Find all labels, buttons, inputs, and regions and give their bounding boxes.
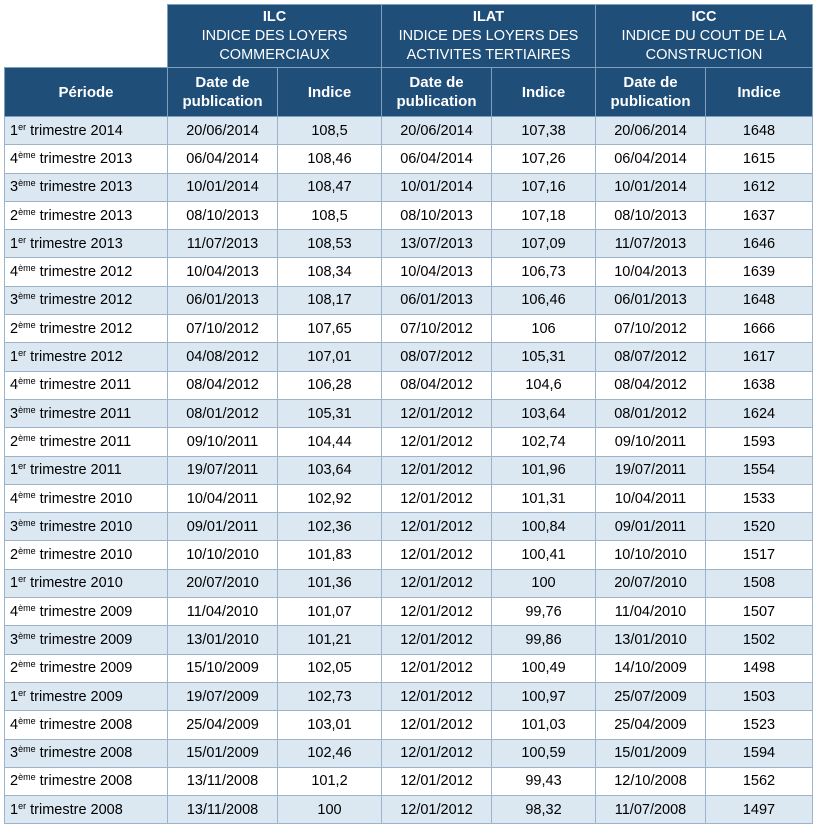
icc-index-cell: 1508 xyxy=(706,569,813,597)
period-label: trimestre 2012 xyxy=(39,292,133,309)
ilat-date-cell: 12/01/2012 xyxy=(382,456,492,484)
ilat-date-cell: 08/04/2012 xyxy=(382,371,492,399)
ordinal-suffix: er xyxy=(18,574,27,585)
period-cell xyxy=(5,201,168,229)
ilat-date-cell: 12/01/2012 xyxy=(382,654,492,682)
ilat-date-cell: 12/01/2012 xyxy=(382,569,492,597)
icc-date-cell: 09/01/2011 xyxy=(596,513,706,541)
icc-index-cell: 1617 xyxy=(706,343,813,371)
ilc-date-cell: 10/10/2010 xyxy=(168,541,278,569)
table-row xyxy=(5,145,813,173)
ordinal-suffix: er xyxy=(18,800,27,811)
ilat-index-cell: 101,31 xyxy=(492,484,596,512)
icc-date-cell: 08/07/2012 xyxy=(596,343,706,371)
quarter-number: 2 xyxy=(10,207,19,224)
table-row xyxy=(5,598,813,626)
ilat-date-cell: 12/01/2012 xyxy=(382,541,492,569)
ilc-date-cell: 09/01/2011 xyxy=(168,513,278,541)
quarter-number: 4 xyxy=(10,264,19,281)
table-row xyxy=(5,711,813,739)
ilat-date-cell: 20/06/2014 xyxy=(382,117,492,145)
table-row xyxy=(5,201,813,229)
group-code: ICC xyxy=(691,8,717,25)
period-cell xyxy=(5,682,168,710)
quarter-number: 4 xyxy=(10,716,19,733)
ilat-index-cell: 102,74 xyxy=(492,428,596,456)
period-cell xyxy=(5,456,168,484)
table-row xyxy=(5,230,813,258)
period-label: trimestre 2009 xyxy=(39,603,133,620)
ilc-index-cell: 101,36 xyxy=(278,569,382,597)
quarter-number: 1 xyxy=(10,575,19,592)
ilat-index-cell: 106 xyxy=(492,315,596,343)
ilat-index-cell: 107,38 xyxy=(492,117,596,145)
period-label: trimestre 2012 xyxy=(30,349,123,366)
ilat-index-cell: 106,46 xyxy=(492,286,596,314)
ilc-date-cell: 10/04/2013 xyxy=(168,258,278,286)
icc-date-cell: 10/01/2014 xyxy=(596,173,706,201)
quarter-number: 1 xyxy=(10,122,19,139)
period-label: trimestre 2013 xyxy=(30,235,123,252)
ordinal-suffix: ème xyxy=(18,659,36,670)
icc-date-cell: 11/07/2008 xyxy=(596,796,706,824)
ilc-index-cell: 108,17 xyxy=(278,286,382,314)
ilc-index-cell: 102,46 xyxy=(278,739,382,767)
ilat-index-cell: 98,32 xyxy=(492,796,596,824)
icc-index-cell: 1554 xyxy=(706,456,813,484)
ilat-index-cell: 99,76 xyxy=(492,598,596,626)
icc-date-cell: 15/01/2009 xyxy=(596,739,706,767)
icc-index-cell: 1523 xyxy=(706,711,813,739)
icc-date-cell: 14/10/2009 xyxy=(596,654,706,682)
icc-date-cell: 06/01/2013 xyxy=(596,286,706,314)
ilat-date-cell: 12/01/2012 xyxy=(382,767,492,795)
quarter-number: 2 xyxy=(10,433,19,450)
table-row xyxy=(5,315,813,343)
ordinal-suffix: er xyxy=(18,121,27,132)
ordinal-suffix: ème xyxy=(18,263,36,274)
group-header-ilat xyxy=(382,5,596,68)
ordinal-suffix: er xyxy=(18,687,27,698)
col-header-period: Période xyxy=(5,68,168,117)
quarter-number: 2 xyxy=(10,660,19,677)
ordinal-suffix: er xyxy=(18,234,27,245)
ilc-date-cell: 13/11/2008 xyxy=(168,796,278,824)
icc-index-cell: 1497 xyxy=(706,796,813,824)
icc-date-cell: 10/04/2013 xyxy=(596,258,706,286)
period-label: trimestre 2008 xyxy=(39,716,133,733)
ilat-index-cell: 107,18 xyxy=(492,201,596,229)
quarter-number: 3 xyxy=(10,745,19,762)
ilc-date-cell: 20/06/2014 xyxy=(168,117,278,145)
ilat-index-cell: 107,26 xyxy=(492,145,596,173)
icc-date-cell: 20/06/2014 xyxy=(596,117,706,145)
period-cell xyxy=(5,711,168,739)
icc-date-cell: 08/01/2012 xyxy=(596,399,706,427)
quarter-number: 3 xyxy=(10,179,19,196)
icc-index-cell: 1562 xyxy=(706,767,813,795)
ilc-index-cell: 103,01 xyxy=(278,711,382,739)
icc-date-cell: 10/04/2011 xyxy=(596,484,706,512)
icc-index-cell: 1503 xyxy=(706,682,813,710)
quarter-number: 3 xyxy=(10,518,19,535)
ilc-index-cell: 105,31 xyxy=(278,399,382,427)
quarter-number: 1 xyxy=(10,349,19,366)
group-code: ILC xyxy=(262,8,287,25)
ilc-date-cell: 10/01/2014 xyxy=(168,173,278,201)
period-label: trimestre 2012 xyxy=(39,264,133,281)
icc-date-cell: 11/07/2013 xyxy=(596,230,706,258)
icc-date-cell: 12/10/2008 xyxy=(596,767,706,795)
icc-date-cell: 20/07/2010 xyxy=(596,569,706,597)
ilc-date-cell: 04/08/2012 xyxy=(168,343,278,371)
ilc-index-cell: 102,92 xyxy=(278,484,382,512)
ilat-date-cell: 12/01/2012 xyxy=(382,484,492,512)
table-row xyxy=(5,343,813,371)
ilat-date-cell: 08/10/2013 xyxy=(382,201,492,229)
icc-date-cell: 25/04/2009 xyxy=(596,711,706,739)
period-label: trimestre 2008 xyxy=(39,773,133,790)
icc-index-cell: 1648 xyxy=(706,286,813,314)
ordinal-suffix: ème xyxy=(18,602,36,613)
period-label: trimestre 2013 xyxy=(39,207,133,224)
quarter-number: 3 xyxy=(10,631,19,648)
period-label: trimestre 2009 xyxy=(39,631,133,648)
ilc-index-cell: 108,5 xyxy=(278,117,382,145)
index-table xyxy=(4,4,813,824)
ilc-index-cell: 107,65 xyxy=(278,315,382,343)
blank-corner xyxy=(5,5,168,68)
period-cell xyxy=(5,371,168,399)
ilc-date-cell: 19/07/2009 xyxy=(168,682,278,710)
period-cell xyxy=(5,258,168,286)
icc-date-cell: 06/04/2014 xyxy=(596,145,706,173)
ilc-date-cell: 08/04/2012 xyxy=(168,371,278,399)
col-header-ilc-date: Date de publication xyxy=(168,68,278,117)
table-body xyxy=(5,117,813,824)
table-row xyxy=(5,258,813,286)
ilc-date-cell: 13/11/2008 xyxy=(168,767,278,795)
icc-date-cell: 08/04/2012 xyxy=(596,371,706,399)
ilat-index-cell: 103,64 xyxy=(492,399,596,427)
icc-date-cell: 13/01/2010 xyxy=(596,626,706,654)
ilat-date-cell: 08/07/2012 xyxy=(382,343,492,371)
icc-date-cell: 10/10/2010 xyxy=(596,541,706,569)
icc-index-cell: 1615 xyxy=(706,145,813,173)
icc-date-cell: 08/10/2013 xyxy=(596,201,706,229)
ilat-date-cell: 12/01/2012 xyxy=(382,682,492,710)
period-cell xyxy=(5,541,168,569)
ilat-index-cell: 100,49 xyxy=(492,654,596,682)
col-header-ilc-index: Indice xyxy=(278,68,382,117)
quarter-number: 1 xyxy=(10,688,19,705)
period-cell xyxy=(5,796,168,824)
ilc-date-cell: 07/10/2012 xyxy=(168,315,278,343)
period-cell xyxy=(5,598,168,626)
period-cell xyxy=(5,654,168,682)
ilc-index-cell: 101,07 xyxy=(278,598,382,626)
ilc-index-cell: 100 xyxy=(278,796,382,824)
ilat-index-cell: 99,43 xyxy=(492,767,596,795)
icc-date-cell: 19/07/2011 xyxy=(596,456,706,484)
period-label: trimestre 2011 xyxy=(39,433,132,450)
ilat-index-cell: 107,16 xyxy=(492,173,596,201)
ilat-date-cell: 12/01/2012 xyxy=(382,711,492,739)
ilat-date-cell: 06/01/2013 xyxy=(382,286,492,314)
ordinal-suffix: ème xyxy=(18,744,36,755)
period-label: trimestre 2012 xyxy=(39,320,133,337)
quarter-number: 2 xyxy=(10,773,19,790)
icc-index-cell: 1533 xyxy=(706,484,813,512)
table-row xyxy=(5,428,813,456)
ilc-date-cell: 10/04/2011 xyxy=(168,484,278,512)
ilat-date-cell: 12/01/2012 xyxy=(382,513,492,541)
group-header-icc xyxy=(596,5,813,68)
table-row xyxy=(5,371,813,399)
ilat-date-cell: 12/01/2012 xyxy=(382,598,492,626)
ilc-date-cell: 08/01/2012 xyxy=(168,399,278,427)
table-row xyxy=(5,117,813,145)
quarter-number: 1 xyxy=(10,801,19,818)
group-desc: INDICE DES LOYERS COMMERCIAUX xyxy=(201,27,348,63)
ilc-date-cell: 19/07/2011 xyxy=(168,456,278,484)
period-cell xyxy=(5,513,168,541)
quarter-number: 2 xyxy=(10,547,19,564)
ilat-index-cell: 106,73 xyxy=(492,258,596,286)
ilc-index-cell: 108,46 xyxy=(278,145,382,173)
period-label: trimestre 2011 xyxy=(30,462,122,479)
col-header-ilat-index: Indice xyxy=(492,68,596,117)
period-cell xyxy=(5,230,168,258)
ilat-index-cell: 100,41 xyxy=(492,541,596,569)
ordinal-suffix: ème xyxy=(18,149,36,160)
period-cell xyxy=(5,343,168,371)
ordinal-suffix: ème xyxy=(18,517,36,528)
icc-index-cell: 1639 xyxy=(706,258,813,286)
ilc-index-cell: 107,01 xyxy=(278,343,382,371)
period-cell xyxy=(5,626,168,654)
ilc-index-cell: 102,05 xyxy=(278,654,382,682)
quarter-number: 4 xyxy=(10,377,19,394)
ilat-date-cell: 12/01/2012 xyxy=(382,739,492,767)
quarter-number: 4 xyxy=(10,490,19,507)
ordinal-suffix: ème xyxy=(18,206,36,217)
icc-index-cell: 1520 xyxy=(706,513,813,541)
table-row xyxy=(5,541,813,569)
group-desc: INDICE DES LOYERS DES ACTIVITES TERTIAIRES xyxy=(398,27,579,63)
table-row xyxy=(5,654,813,682)
period-label: trimestre 2009 xyxy=(30,688,123,705)
quarter-number: 3 xyxy=(10,405,19,422)
ordinal-suffix: ème xyxy=(18,715,36,726)
ilat-index-cell: 105,31 xyxy=(492,343,596,371)
period-cell xyxy=(5,315,168,343)
period-label: trimestre 2008 xyxy=(39,745,133,762)
icc-index-cell: 1624 xyxy=(706,399,813,427)
ilat-date-cell: 12/01/2012 xyxy=(382,428,492,456)
column-header-row xyxy=(5,68,813,117)
ilc-date-cell: 15/01/2009 xyxy=(168,739,278,767)
ilat-index-cell: 100,97 xyxy=(492,682,596,710)
ilat-date-cell: 07/10/2012 xyxy=(382,315,492,343)
ordinal-suffix: ème xyxy=(18,404,36,415)
ilc-index-cell: 108,47 xyxy=(278,173,382,201)
quarter-number: 2 xyxy=(10,320,19,337)
period-label: trimestre 2013 xyxy=(39,150,133,167)
period-label: trimestre 2008 xyxy=(30,801,123,818)
ilat-index-cell: 107,09 xyxy=(492,230,596,258)
ilc-index-cell: 102,36 xyxy=(278,513,382,541)
ordinal-suffix: ème xyxy=(18,319,36,330)
quarter-number: 1 xyxy=(10,462,19,479)
period-cell xyxy=(5,484,168,512)
ilat-index-cell: 100,59 xyxy=(492,739,596,767)
icc-index-cell: 1648 xyxy=(706,117,813,145)
ordinal-suffix: ème xyxy=(18,489,36,500)
ilc-date-cell: 13/01/2010 xyxy=(168,626,278,654)
table-row xyxy=(5,682,813,710)
table-row xyxy=(5,626,813,654)
group-header-row xyxy=(5,5,813,68)
ilc-date-cell: 06/04/2014 xyxy=(168,145,278,173)
ilc-date-cell: 20/07/2010 xyxy=(168,569,278,597)
icc-index-cell: 1638 xyxy=(706,371,813,399)
table-row xyxy=(5,484,813,512)
group-header-ilc xyxy=(168,5,382,68)
table-row xyxy=(5,399,813,427)
ilc-index-cell: 101,83 xyxy=(278,541,382,569)
group-code: ILAT xyxy=(472,8,505,25)
col-header-icc-index: Indice xyxy=(706,68,813,117)
icc-date-cell: 25/07/2009 xyxy=(596,682,706,710)
ordinal-suffix: ème xyxy=(18,546,36,557)
ilat-index-cell: 104,6 xyxy=(492,371,596,399)
ilat-index-cell: 100 xyxy=(492,569,596,597)
icc-index-cell: 1637 xyxy=(706,201,813,229)
ilc-index-cell: 103,64 xyxy=(278,456,382,484)
ilc-index-cell: 101,21 xyxy=(278,626,382,654)
quarter-number: 1 xyxy=(10,235,19,252)
quarter-number: 3 xyxy=(10,292,19,309)
icc-date-cell: 11/04/2010 xyxy=(596,598,706,626)
quarter-number: 4 xyxy=(10,150,19,167)
period-cell xyxy=(5,767,168,795)
ilc-date-cell: 15/10/2009 xyxy=(168,654,278,682)
ilc-date-cell: 09/10/2011 xyxy=(168,428,278,456)
col-header-ilat-date: Date de publication xyxy=(382,68,492,117)
ordinal-suffix: ème xyxy=(18,376,36,387)
icc-index-cell: 1517 xyxy=(706,541,813,569)
ilc-date-cell: 11/04/2010 xyxy=(168,598,278,626)
period-cell xyxy=(5,173,168,201)
ilc-index-cell: 102,73 xyxy=(278,682,382,710)
icc-index-cell: 1646 xyxy=(706,230,813,258)
ilat-date-cell: 12/01/2012 xyxy=(382,626,492,654)
table-row xyxy=(5,767,813,795)
period-label: trimestre 2013 xyxy=(39,179,133,196)
ilc-index-cell: 108,5 xyxy=(278,201,382,229)
ilc-index-cell: 108,34 xyxy=(278,258,382,286)
ilat-date-cell: 12/01/2012 xyxy=(382,796,492,824)
ilc-date-cell: 25/04/2009 xyxy=(168,711,278,739)
ilat-index-cell: 101,03 xyxy=(492,711,596,739)
ilc-index-cell: 106,28 xyxy=(278,371,382,399)
table-row xyxy=(5,456,813,484)
table-row xyxy=(5,569,813,597)
ilat-date-cell: 13/07/2013 xyxy=(382,230,492,258)
ilat-index-cell: 101,96 xyxy=(492,456,596,484)
col-header-icc-date: Date de publication xyxy=(596,68,706,117)
ilc-date-cell: 06/01/2013 xyxy=(168,286,278,314)
icc-index-cell: 1593 xyxy=(706,428,813,456)
icc-date-cell: 09/10/2011 xyxy=(596,428,706,456)
ilc-date-cell: 11/07/2013 xyxy=(168,230,278,258)
ilc-index-cell: 104,44 xyxy=(278,428,382,456)
period-cell xyxy=(5,399,168,427)
period-label: trimestre 2010 xyxy=(39,518,133,535)
quarter-number: 4 xyxy=(10,603,19,620)
table-row xyxy=(5,173,813,201)
icc-index-cell: 1507 xyxy=(706,598,813,626)
table-row xyxy=(5,739,813,767)
ilat-date-cell: 12/01/2012 xyxy=(382,399,492,427)
period-label: trimestre 2010 xyxy=(39,490,133,507)
icc-date-cell: 07/10/2012 xyxy=(596,315,706,343)
table-row xyxy=(5,286,813,314)
icc-index-cell: 1666 xyxy=(706,315,813,343)
period-label: trimestre 2011 xyxy=(39,405,132,422)
ordinal-suffix: er xyxy=(18,348,27,359)
ilc-index-cell: 101,2 xyxy=(278,767,382,795)
ordinal-suffix: ème xyxy=(18,630,36,641)
period-cell xyxy=(5,145,168,173)
period-cell xyxy=(5,117,168,145)
period-cell xyxy=(5,569,168,597)
period-cell xyxy=(5,286,168,314)
ordinal-suffix: ème xyxy=(18,178,36,189)
group-desc: INDICE DU COUT DE LA CONSTRUCTION xyxy=(621,27,787,63)
icc-index-cell: 1502 xyxy=(706,626,813,654)
ordinal-suffix: ème xyxy=(18,432,36,443)
icc-index-cell: 1612 xyxy=(706,173,813,201)
period-label: trimestre 2010 xyxy=(39,547,133,564)
table-row xyxy=(5,796,813,824)
ilat-index-cell: 99,86 xyxy=(492,626,596,654)
ordinal-suffix: ème xyxy=(18,772,36,783)
ordinal-suffix: ème xyxy=(18,291,36,302)
period-label: trimestre 2011 xyxy=(39,377,132,394)
ilat-date-cell: 10/01/2014 xyxy=(382,173,492,201)
period-label: trimestre 2014 xyxy=(30,122,123,139)
table-row xyxy=(5,513,813,541)
period-label: trimestre 2009 xyxy=(39,660,133,677)
period-cell xyxy=(5,428,168,456)
ilat-date-cell: 10/04/2013 xyxy=(382,258,492,286)
period-label: trimestre 2010 xyxy=(30,575,123,592)
ilat-index-cell: 100,84 xyxy=(492,513,596,541)
icc-index-cell: 1594 xyxy=(706,739,813,767)
ilc-date-cell: 08/10/2013 xyxy=(168,201,278,229)
icc-index-cell: 1498 xyxy=(706,654,813,682)
period-cell xyxy=(5,739,168,767)
ordinal-suffix: er xyxy=(18,461,27,472)
ilc-index-cell: 108,53 xyxy=(278,230,382,258)
ilat-date-cell: 06/04/2014 xyxy=(382,145,492,173)
